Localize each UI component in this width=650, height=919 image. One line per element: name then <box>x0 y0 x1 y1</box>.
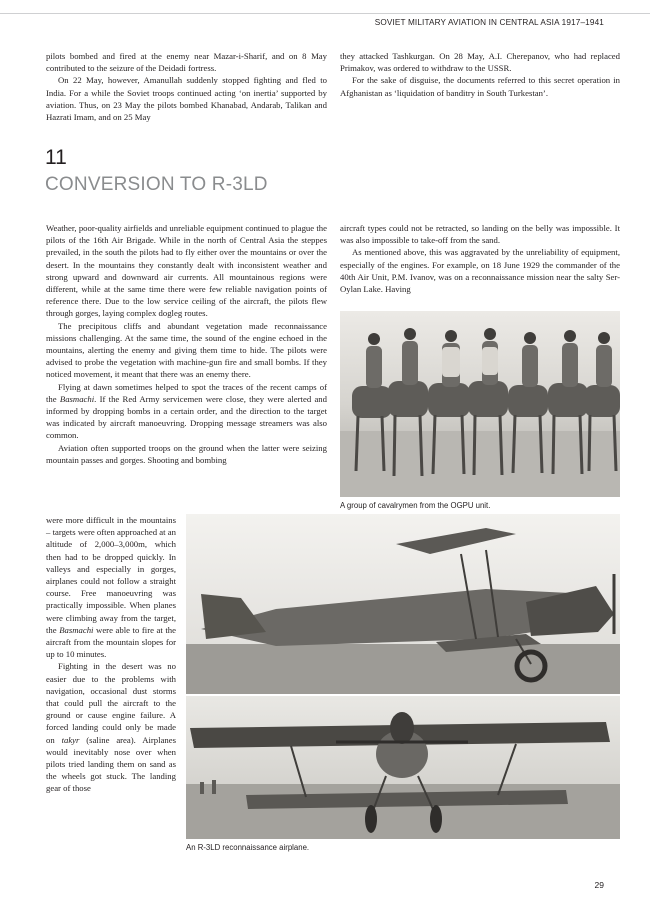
text-run: . If the Red Army servicemen were close, they were alerted and informed by dropping bombs in a certain order, and the direction to the target was indicated by aircraft manoeuvring. Dropping message streamers was also common. <box>46 393 327 441</box>
paragraph <box>46 381 327 442</box>
paragraph <box>46 514 176 660</box>
paragraph: aircraft types could not be retracted, so landing on the belly was impossible. It was also impossible to take-off from the sand. <box>340 223 620 246</box>
cavalry-caption: A group of cavalrymen from the OGPU unit. <box>340 501 491 510</box>
text-run: (saline area). Airplanes would inevitably nose over when pilots tried landing them on sand as the wheels got stuck. The landing gear of those <box>46 734 177 794</box>
running-header <box>0 0 650 32</box>
text-run: were more difficult in the mountains – targets were often approached at an altitude of 2,000–3,000m, which then had to be dropped quickly. In valleys and especially in gorges, airplanes could not follow a straight course. Free manoeuvring was practically impossible. When planes were climbing away from the target, the <box>46 515 176 635</box>
paragraph: pilots bombed and fired at the enemy near Mazar-i-Sharif, and on 8 May contributed to the seizure of the Deidadi fortress. <box>46 51 327 74</box>
top-left-column <box>46 50 327 123</box>
chapter-title: CONVERSION TO R-3LD <box>45 174 268 195</box>
chapter-number: 11 <box>45 146 67 169</box>
paragraph: As mentioned above, this was aggravated by the unreliability of equipment, especially of the engines. For example, on 18 June 1929 the commander of the 40th Air Unit, P.M. Ivanov, was on a reconnaissance mission near the salty Ser-Oylan Lake. Having <box>340 247 620 295</box>
paragraph: The precipitous cliffs and abundant vegetation made reconnaissance missions challenging. At the same time, the sound of the engine echoed in the mountains, alerting the enemy and giving them time to hide. The pilots were advised to probe the vegetation with machine-gun fire and small bombs. If they noticed movement, it meant that there was an enemy there. <box>46 320 327 380</box>
header-rule <box>0 13 650 14</box>
italic-term: Basmachi <box>59 624 94 635</box>
left-column <box>46 222 327 466</box>
paragraph: Weather, poor-quality airfields and unreliable equipment continued to plague the pilots of the 16th Air Brigade. While in the north of Central Asia the steppes prevailed, in the south the pilots had to fly either over the mountains or over the desert. In the mountains they constantly dealt with inconsistent weather and strong upward and downward air currents. All mountainous regions were different, while at the same time there were few reliable navigation points of reference there. Due to the low service ceiling of the aircraft, the pilots flew through gorges, laying complex dogleg routes. <box>46 223 327 319</box>
paragraph: Aviation often supported troops on the ground when the latter were seizing mountain passes and gorges. Shooting and bombing <box>46 442 327 465</box>
text-run: Flying at dawn sometimes helped to spot the traces of the recent camps of the <box>46 381 327 404</box>
italic-term: Basmachi <box>59 393 95 404</box>
paragraph: For the sake of disguise, the documents referred to this secret operation in Afghanistan as ‘liquidation of banditry in South Turkestan’. <box>340 75 620 98</box>
text-run: were able to fire at the aircraft from the mountain slopes for up to 10 minutes. <box>46 624 176 660</box>
airplane-illustration <box>186 514 620 839</box>
cavalry-illustration <box>340 311 620 497</box>
right-column <box>340 222 620 295</box>
page-number: 29 <box>594 880 604 890</box>
text-run: Fighting in the desert was no easier due to the problems with navigation, occasional dust storms that could pull the aircraft to the ground or cause engine failure. A forced landing could only be made on <box>46 661 176 745</box>
running-title: SOVIET MILITARY AVIATION IN CENTRAL ASIA 1917–1941 <box>374 18 604 27</box>
paragraph: they attacked Tashkurgan. On 28 May, A.I. Cherepanov, who had replaced Primakov, was ordered to withdraw to the USSR. <box>340 51 620 74</box>
cavalry-photo <box>340 311 620 497</box>
paragraph: On 22 May, however, Amanullah suddenly stopped fighting and fled to India. For a while the Soviet troops continued acting ‘on inertia’ supported by aviation. Thus, on 23 May the pilots bombed Khanabad, Andarab, Talikan and Hazrati Imam, and on 25 May <box>46 75 327 123</box>
airplane-photo <box>186 514 620 839</box>
italic-term: takyr <box>61 734 80 745</box>
paragraph <box>46 660 176 794</box>
narrow-column <box>46 514 176 795</box>
top-right-column <box>340 50 620 99</box>
airplane-caption: An R-3LD reconnaissance airplane. <box>186 843 310 852</box>
